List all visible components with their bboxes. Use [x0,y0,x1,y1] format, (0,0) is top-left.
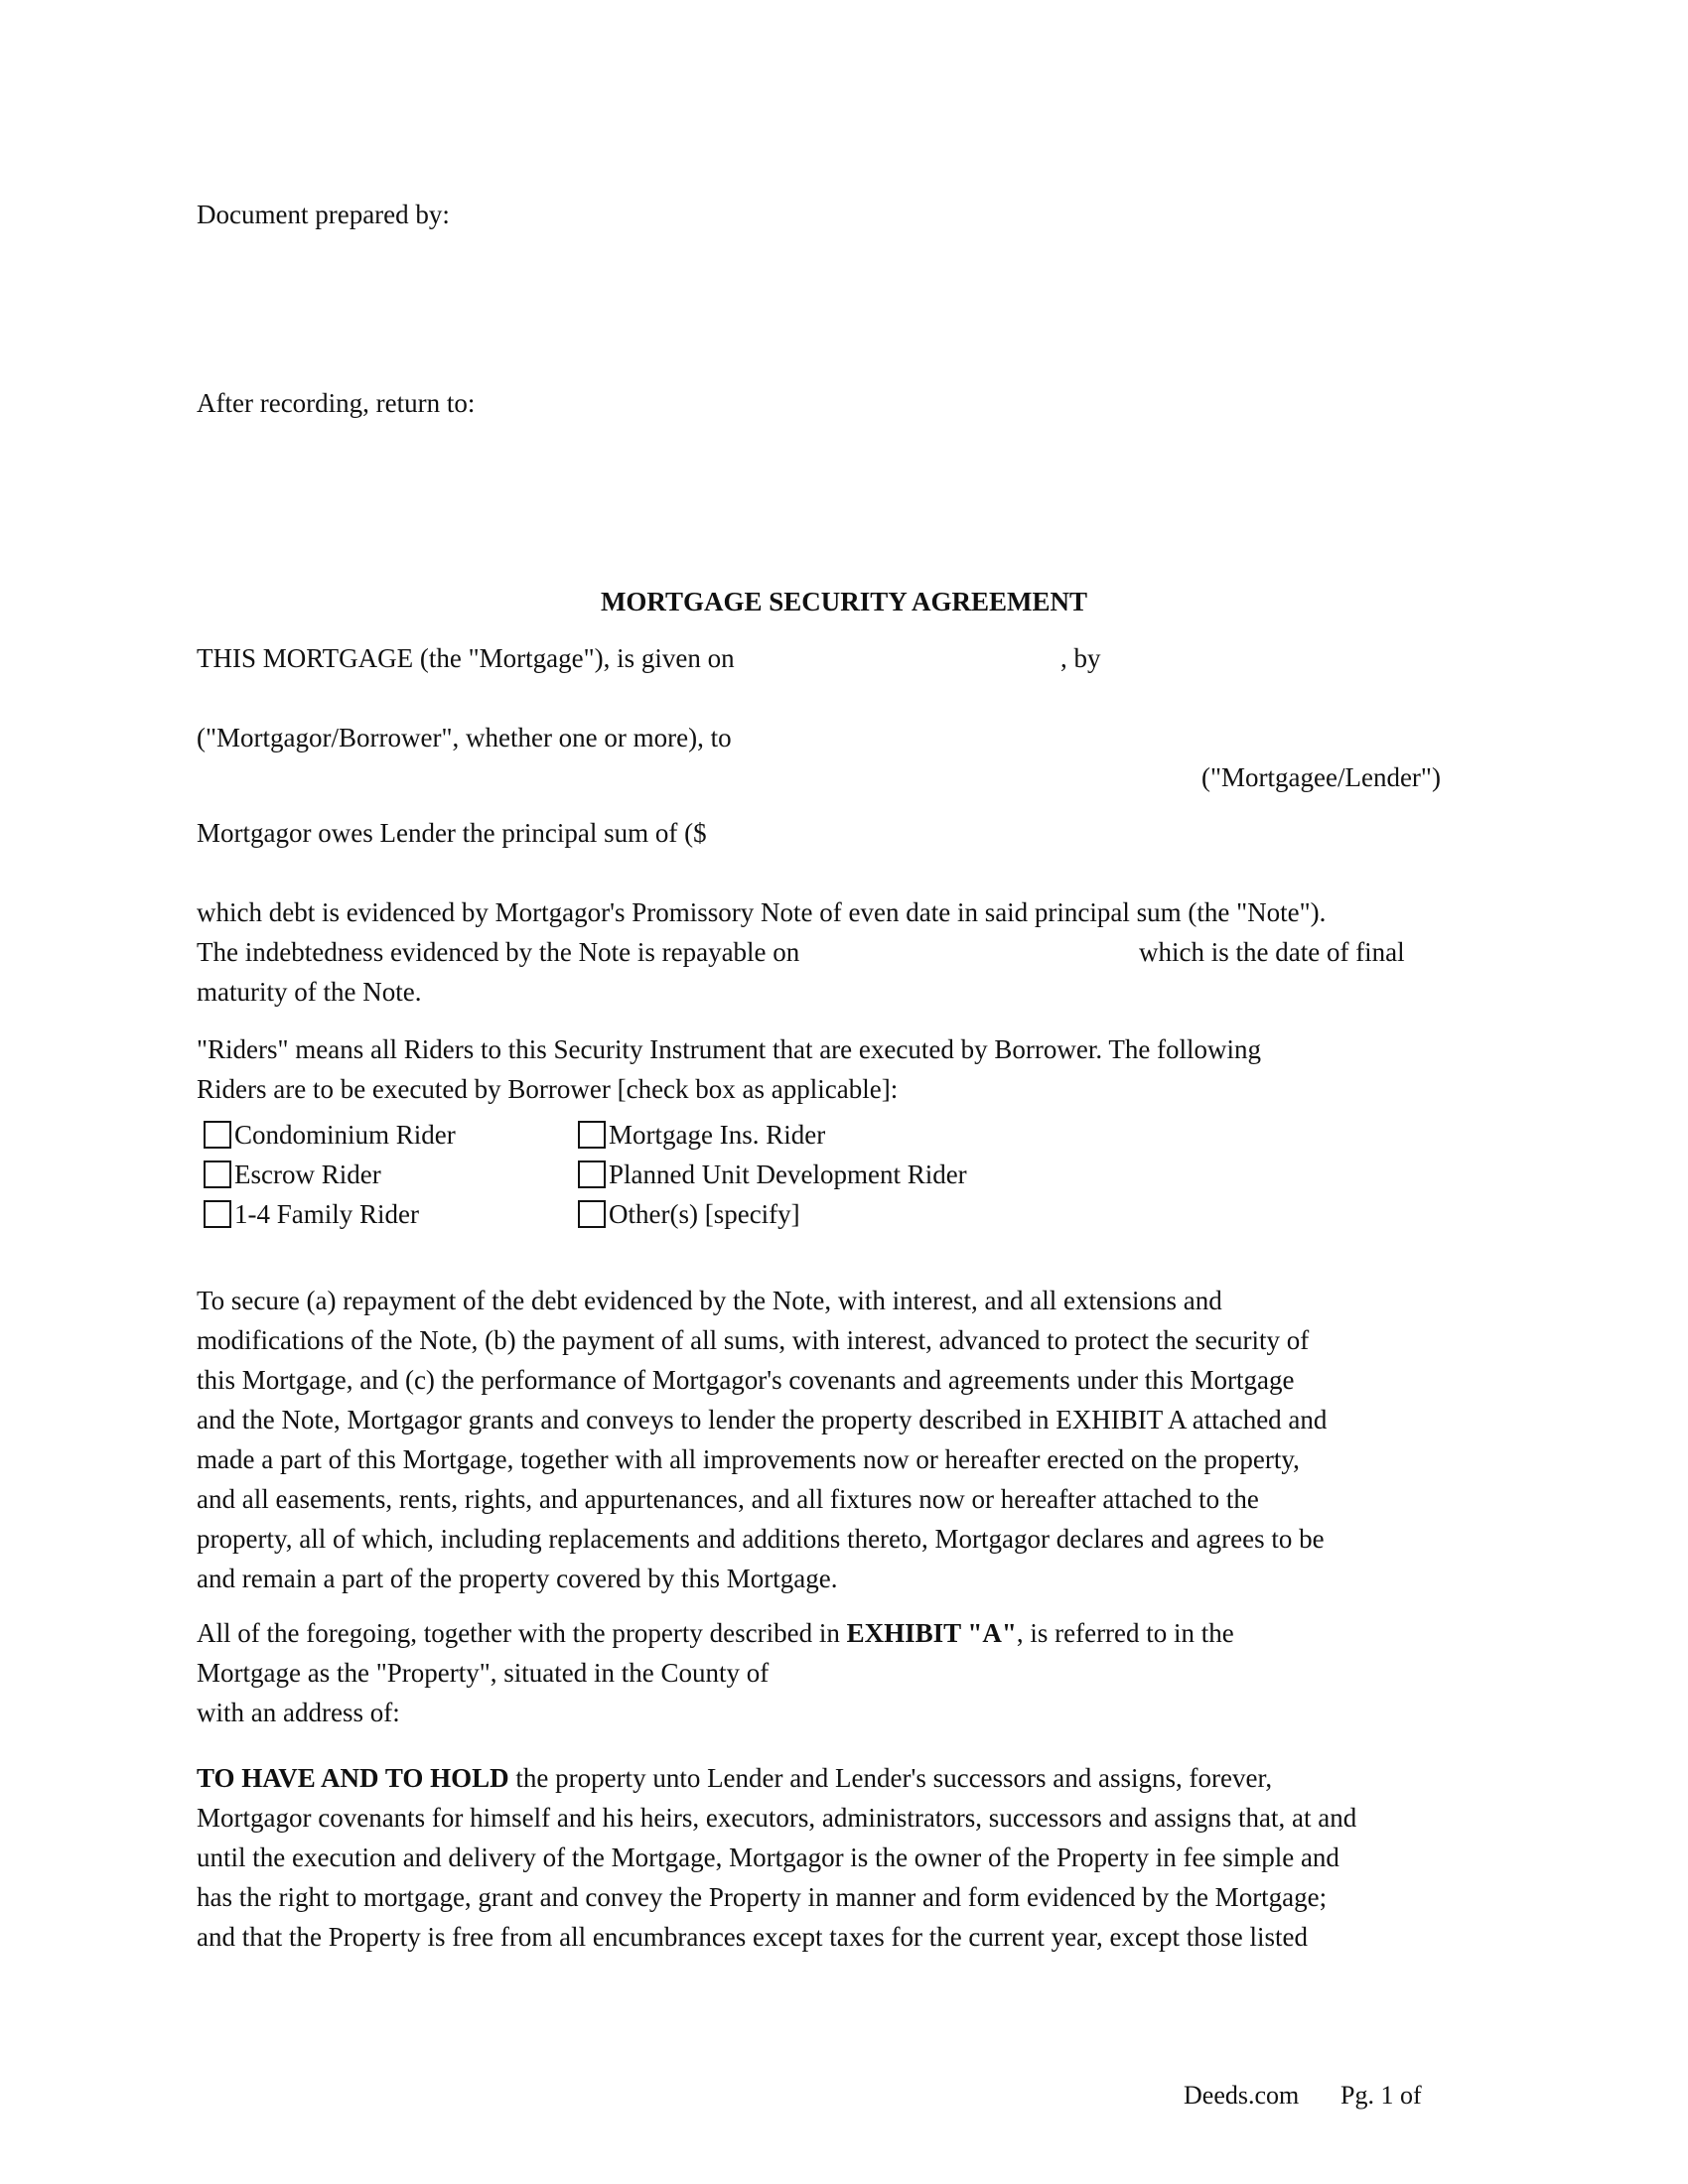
checkbox[interactable] [204,1121,231,1149]
secure-paragraph: To secure (a) repayment of the debt evidenced by the Note, with interest, and all extensions and modifications of the Note, (b) the payment of all sums, with interest, advanced to protect the security of this Mortgage, and (c) the performance of Mortgagor's covenants and agreements under this Mortgage and the Note, Mortgagor grants and conveys to lender the property described in EXHIBIT A attached and made a part of this Mortgage, together with all improvements now or hereafter erected on the property, and all easements, rents, rights, and appurtenances, and all fixtures now or hereafter attached to the property, all of which, including replacements and additions thereto, Mortgagor declares and agrees to be and remain a part of the property covered by this Mortgage. [197,1286,1328,1593]
rider-mortgage-ins[interactable]: Mortgage Ins. Rider [578,1115,825,1155]
rider-escrow[interactable]: Escrow Rider [204,1155,381,1194]
mortgagor-text: ("Mortgagor/Borrower", whether one or more), to [197,723,732,752]
habendum-paragraph: TO HAVE AND TO HOLD the property unto Lender and Lender's successors and assigns, forever, Mortgagor covenants for himself and his heirs, executors, administrators, successors and assigns that, at and until the execution and delivery of the Mortgage, Mortgagor is the owner of the Property in fee simple and has the right to mortgage, grant and convey the Property in manner and form evidenced by the Mortgage; and that the Property is free from all encumbrances except taxes for the current year, except those listed [197,1763,1357,1952]
checkbox[interactable] [204,1160,231,1188]
debt-line-1: which debt is evidenced by Mortgagor's Promissory Note of even date in said principal sum (the "Note"). [197,897,1327,927]
by-text: , by [1060,643,1101,673]
rider-other[interactable]: Other(s) [specify] [578,1194,800,1234]
document-title: MORTGAGE SECURITY AGREEMENT [600,587,1088,616]
rider-condominium[interactable]: Condominium Rider [204,1115,456,1155]
principal-sum-text: Mortgagor owes Lender the principal sum of ($ [197,818,707,848]
mortgagee-text: ("Mortgagee/Lender") [1201,762,1441,792]
return-to-label: After recording, return to: [197,388,476,418]
riders-line-1: "Riders" means all Riders to this Security Instrument that are executed by Borrower. The following [197,1034,1262,1064]
checkbox[interactable] [578,1160,606,1188]
debt-line-3: maturity of the Note. [197,977,422,1007]
checkbox[interactable] [204,1200,231,1228]
checkbox[interactable] [578,1200,606,1228]
footer-site: Deeds.com [1184,2081,1300,2110]
rider-family[interactable]: 1-4 Family Rider [204,1194,419,1234]
footer-page-number: Pg. 1 of [1340,2081,1422,2110]
foregoing-paragraph: All of the foregoing, together with the property described in EXHIBIT "A", is referred to in the Mortgage as the "Property", situated in the County of with an address of: [197,1618,1234,1727]
prepared-by-label: Document prepared by: [197,200,450,229]
given-on-text: THIS MORTGAGE (the "Mortgage"), is given on [197,643,735,673]
debt-line-2a: The indebtedness evidenced by the Note is repayable on [197,937,800,967]
debt-line-2b: which is the date of final [1139,937,1405,967]
riders-line-2: Riders are to be executed by Borrower [check box as applicable]: [197,1074,899,1104]
checkbox[interactable] [578,1121,606,1149]
rider-pud[interactable]: Planned Unit Development Rider [578,1155,967,1194]
